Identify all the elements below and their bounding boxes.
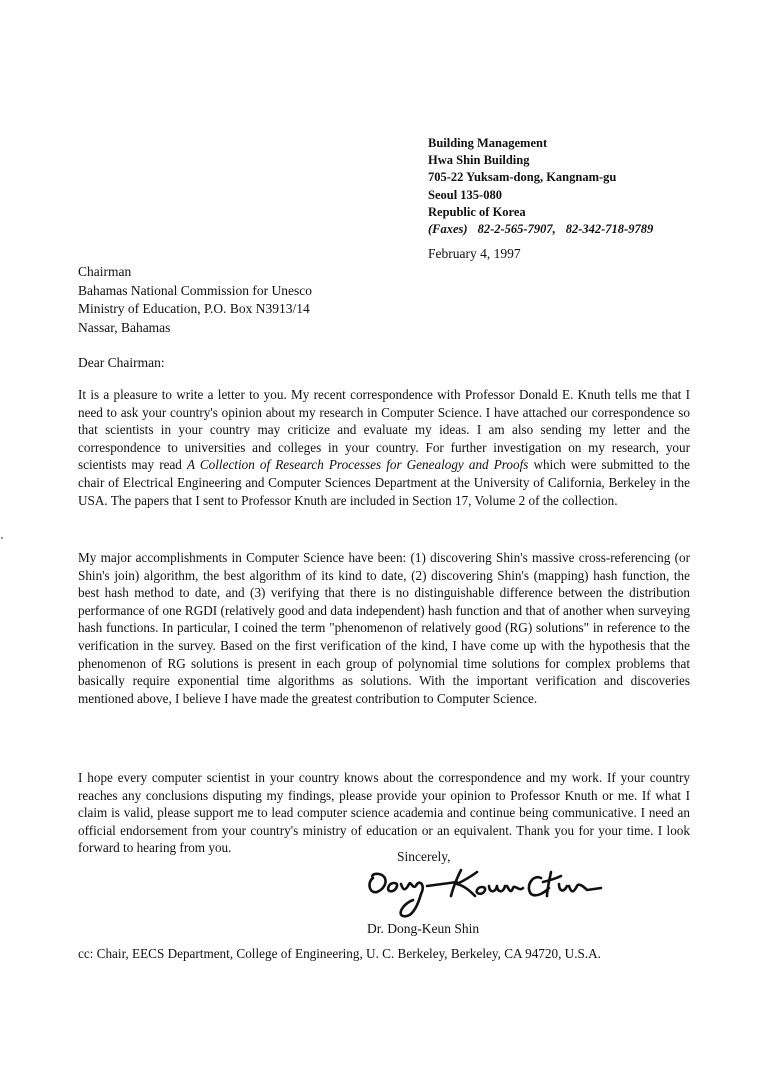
salutation: Dear Chairman: bbox=[78, 355, 165, 370]
handwritten-signature bbox=[365, 864, 615, 924]
recipient-line: Ministry of Education, P.O. Box N3913/14 bbox=[78, 301, 310, 317]
closing: Sincerely, bbox=[397, 849, 451, 864]
sender-line: Hwa Shin Building bbox=[428, 153, 530, 168]
body-paragraph-1 bbox=[78, 386, 690, 509]
sender-line: Building Management bbox=[428, 136, 548, 150]
sender-line: Republic of Korea bbox=[428, 204, 526, 219]
recipient-line: Bahamas National Commission for Unesco bbox=[78, 282, 312, 298]
sender-fax-line bbox=[428, 221, 653, 238]
fax-number: 82-342-718-9789 bbox=[565, 222, 654, 237]
paragraph-text: It is a pleasure to write a letter to you. My recent correspondence with Professor Donald E. Knuth tells me that I need to ask your country's opinion about my research in Computer Science. I have attached our correspondence so that scientists in your country may criticize and evaluate my ideas. I am also sending my letter and the correspondence to universities and colleges in your country. For further investigation on my research, your scientists may read bbox=[78, 387, 690, 473]
sender-line: 705-22 Yuksam-dong, Kangnam-gu bbox=[428, 170, 617, 185]
scan-speck bbox=[1, 537, 3, 539]
recipient-address-block bbox=[78, 263, 312, 337]
recipient-line: Nassar, Bahamas bbox=[78, 319, 171, 335]
recipient-line: Chairman bbox=[78, 264, 132, 279]
sender-line: Seoul 135-080 bbox=[428, 187, 502, 202]
book-title: A Collection of Research Processes for Genealogy and Proofs bbox=[186, 457, 529, 473]
body-paragraph-2: My major accomplishments in Computer Science have been: (1) discovering Shin's massive cross-referencing (or Shin's join) algorithm, the best algorithm of its kind to date, (2) discovering Shin's (mapping) hash function, the best hash method to date, and (3) verifying that there is no distinguishable difference between the distribution performance of one RGDI (relatively good and data independent) hash function and that of another when surveying hash functions. In particular, I coined the term "phenomenon of relatively good (RG) solutions" in reference to the verification in the survey. Based on the first verification of the kind, I have come up with the hypothesis that the phenomenon of RG solutions is present in each group of polynomial time solutions for complex problems that basically require exponential time algorithms as solutions. With the important verification and discoveries mentioned above, I believe I have made the greatest contribution to Computer Science. bbox=[78, 550, 690, 706]
paragraph-text: which were submitted to the chair of Electrical Engineering and Computer Sciences Department at the University of California, Berkeley in the USA. The papers that I sent to Professor Knuth are included in Section 17, Volume 2 of the collection. bbox=[78, 457, 691, 508]
letter-date: February 4, 1997 bbox=[428, 246, 521, 261]
signatory-name: Dr. Dong-Keun Shin bbox=[367, 921, 480, 936]
sender-address-block bbox=[428, 135, 653, 238]
fax-label: (Faxes) bbox=[428, 222, 468, 237]
carbon-copy-line: cc: Chair, EECS Department, College of Engineering, U. C. Berkeley, Berkeley, CA 94720, U.S.A. bbox=[78, 946, 601, 961]
body-paragraph-3: I hope every computer scientist in your country knows about the correspondence and my work. If your country reaches any conclusions disputing my findings, please provide your opinion to Professor Knuth or me. If what I claim is valid, please support me to lead computer science academia and continue being communicative. I need an official endorsement from your country's ministry of education or an equivalent. Thank you for your time. I look forward to hearing from you. bbox=[78, 770, 690, 856]
fax-number: 82-2-565-7907, bbox=[477, 222, 556, 237]
